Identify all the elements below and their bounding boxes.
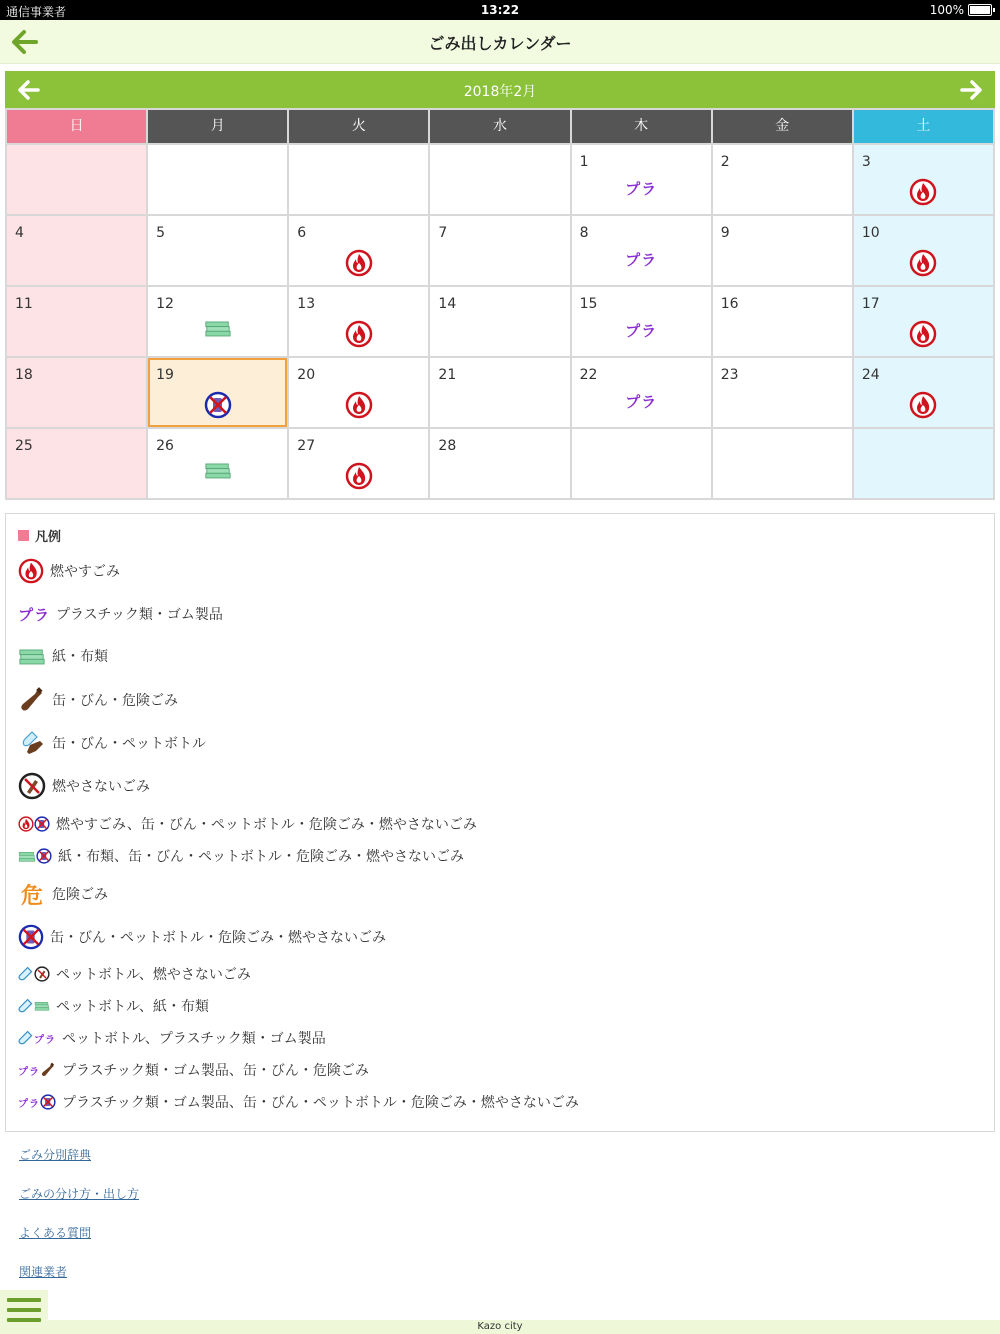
pet-pla-icon: プラ (18, 1030, 56, 1046)
day-number: 1 (579, 154, 589, 170)
calendar-empty-cell (854, 429, 993, 498)
burnable-icon (909, 178, 937, 210)
day-number: 9 (720, 225, 730, 241)
calendar-day[interactable] (430, 216, 569, 285)
legend-label: ペットボトル、燃やさないごみ (56, 967, 251, 983)
legend-item (18, 815, 477, 833)
day-number: 28 (438, 438, 457, 454)
carrier-label: 通信事業者 (6, 5, 67, 19)
calendar-day[interactable] (854, 287, 993, 356)
weekday-header: 土 (854, 110, 993, 143)
calendar-day[interactable] (148, 429, 287, 498)
burnable-icon (345, 320, 373, 352)
calendar-day[interactable] (854, 358, 993, 427)
legend-marker-icon (18, 530, 29, 541)
pet-bottle-icon (18, 729, 46, 757)
nav-bar (0, 20, 1000, 64)
plastic-icon: プラ (625, 393, 658, 411)
calendar-day[interactable] (430, 287, 569, 356)
calendar-day[interactable] (572, 145, 711, 214)
calendar-day[interactable] (7, 358, 146, 427)
plastic-icon: プラ (625, 322, 658, 340)
legend-item (18, 642, 108, 670)
burnable-icon (345, 391, 373, 423)
day-number: 13 (297, 296, 316, 312)
danger-icon: 危 (20, 883, 43, 909)
day-number: 23 (720, 367, 739, 383)
calendar-day[interactable] (289, 429, 428, 498)
calendar-day[interactable] (713, 145, 852, 214)
calendar-day[interactable] (854, 145, 993, 214)
legend-item (18, 728, 206, 758)
calendar (5, 71, 995, 500)
legend-item (18, 1093, 579, 1111)
calendar-grid (5, 108, 995, 500)
weekday-header: 日 (7, 110, 146, 143)
day-number: 12 (156, 296, 174, 312)
battery-icon (968, 4, 992, 16)
day-number: 24 (861, 367, 880, 383)
day-number: 5 (156, 225, 166, 241)
paper-cross-icon (18, 848, 52, 864)
calendar-day[interactable] (7, 216, 146, 285)
day-number: 22 (579, 367, 598, 383)
calendar-empty-cell (713, 429, 852, 498)
calendar-day[interactable] (713, 287, 852, 356)
legend-title-text: 凡例 (35, 530, 62, 545)
calendar-day[interactable] (289, 358, 428, 427)
day-number: 6 (297, 225, 307, 241)
day-number: 11 (15, 296, 33, 312)
calendar-day[interactable] (430, 358, 569, 427)
calendar-empty-cell (430, 145, 569, 214)
calendar-header (5, 71, 995, 108)
plastic-icon: プラ (625, 251, 658, 269)
calendar-empty-cell (572, 429, 711, 498)
status-bar (0, 0, 1000, 20)
paper-icon (204, 320, 232, 341)
legend-item (18, 997, 209, 1015)
pet-nonburn-icon (18, 966, 50, 982)
legend-label: ペットボトル、プラスチック類・ゴム製品 (62, 1031, 326, 1047)
calendar-day[interactable] (572, 287, 711, 356)
burnable-icon (909, 391, 937, 423)
legend-title (18, 526, 61, 545)
legend-item (18, 600, 223, 628)
day-number: 4 (15, 225, 24, 241)
legend-item (18, 879, 108, 909)
legend-item (18, 965, 251, 983)
day-number: 18 (15, 367, 33, 383)
legend-label: 紙・布類 (52, 649, 108, 665)
calendar-day[interactable] (7, 287, 146, 356)
day-number: 27 (297, 438, 316, 454)
pla-icon: プラ (18, 605, 51, 624)
legend-label: プラスチック類・ゴム製品、缶・びん・ペットボトル・危険ごみ・燃やさないごみ (62, 1095, 579, 1111)
legend-label: プラスチック類・ゴム製品 (56, 607, 223, 623)
calendar-day[interactable] (713, 216, 852, 285)
pla-bottle-icon: プラ (18, 1062, 56, 1078)
nonburn-icon (18, 772, 46, 800)
day-number: 16 (720, 296, 739, 312)
calendar-day[interactable] (148, 358, 287, 427)
plastic-icon: プラ (625, 180, 658, 198)
battery-status (930, 3, 992, 17)
calendar-day[interactable] (713, 358, 852, 427)
weekday-header: 水 (430, 110, 569, 143)
legend-label: 缶・びん・危険ごみ (52, 693, 178, 709)
calendar-day[interactable] (148, 287, 287, 356)
cans-bottles-nonburnable-icon (204, 391, 232, 423)
day-number: 15 (579, 296, 598, 312)
paper-icon (18, 648, 46, 665)
bottle-icon (18, 686, 46, 714)
legend-label: 燃やすごみ (50, 564, 120, 580)
link-sorting-dictionary[interactable]: ごみ分別辞典 (19, 1148, 92, 1162)
legend-label: 燃やすごみ、缶・びん・ペットボトル・危険ごみ・燃やさないごみ (56, 817, 477, 833)
calendar-day[interactable] (572, 216, 711, 285)
legend-label: 缶・びん・ペットボトル (52, 736, 206, 752)
legend-label: ペットボトル、紙・布類 (56, 999, 209, 1015)
calendar-empty-cell (7, 145, 146, 214)
legend-item (18, 847, 464, 865)
day-number: 14 (438, 296, 457, 312)
link-sorting-guide[interactable]: ごみの分け方・出し方 (19, 1187, 140, 1201)
day-number: 19 (156, 367, 174, 383)
weekday-header: 木 (572, 110, 711, 143)
day-number: 17 (861, 296, 880, 312)
legend-label: プラスチック類・ゴム製品、缶・びん・危険ごみ (62, 1063, 369, 1079)
day-number: 21 (438, 367, 457, 383)
calendar-day[interactable] (7, 429, 146, 498)
calendar-month: 2018年2月 (463, 84, 537, 100)
pla-cross-icon: プラ (18, 1094, 56, 1110)
burnable-icon (345, 249, 373, 281)
calendar-day[interactable] (289, 216, 428, 285)
link-related-businesses[interactable]: 関連業者 (19, 1265, 68, 1279)
weekday-header: 月 (148, 110, 287, 143)
day-number: 2 (720, 154, 730, 170)
battery-percent: 100% (929, 3, 964, 17)
burn-cross-icon (18, 816, 50, 832)
day-number: 26 (156, 438, 174, 454)
legend-item (18, 922, 386, 952)
calendar-day[interactable] (289, 287, 428, 356)
burnable-icon (345, 462, 373, 494)
legend-item (18, 556, 120, 586)
legend-label: 缶・びん・ペットボトル・危険ごみ・燃やさないごみ (50, 930, 386, 946)
legend-item (18, 1029, 326, 1047)
legend-panel (5, 513, 995, 1132)
calendar-empty-cell (148, 145, 287, 214)
day-number: 25 (15, 438, 33, 454)
calendar-day[interactable] (148, 216, 287, 285)
calendar-empty-cell (289, 145, 428, 214)
burnable-icon (909, 320, 937, 352)
day-number: 10 (861, 225, 880, 241)
legend-item (18, 771, 150, 801)
day-number: 3 (861, 154, 871, 170)
hamburger-menu-icon[interactable] (0, 1290, 48, 1334)
burn-icon (18, 558, 44, 584)
day-number: 7 (438, 225, 448, 241)
legend-label: 燃やさないごみ (52, 779, 150, 795)
legend-item (18, 685, 178, 715)
calendar-day[interactable] (854, 216, 993, 285)
cross-icon (18, 924, 44, 950)
clock: 13:22 (480, 3, 520, 17)
paper-icon (204, 462, 232, 483)
link-faq[interactable]: よくある質問 (19, 1226, 92, 1240)
weekday-header: 火 (289, 110, 428, 143)
page-title: ごみ出しカレンダー (428, 34, 572, 53)
weekday-header: 金 (713, 110, 852, 143)
calendar-day[interactable] (430, 429, 569, 498)
burnable-icon (909, 249, 937, 281)
day-number: 20 (297, 367, 316, 383)
next-month-arrow-icon[interactable] (959, 79, 983, 101)
day-number: 8 (579, 225, 589, 241)
legend-label: 危険ごみ (52, 887, 108, 903)
pet-paper-icon (18, 998, 50, 1014)
calendar-day[interactable] (572, 358, 711, 427)
legend-item (18, 1061, 369, 1079)
legend-label: 紙・布類、缶・びん・ペットボトル・危険ごみ・燃やさないごみ (58, 849, 464, 865)
footer: Kazo city (0, 1320, 1000, 1334)
